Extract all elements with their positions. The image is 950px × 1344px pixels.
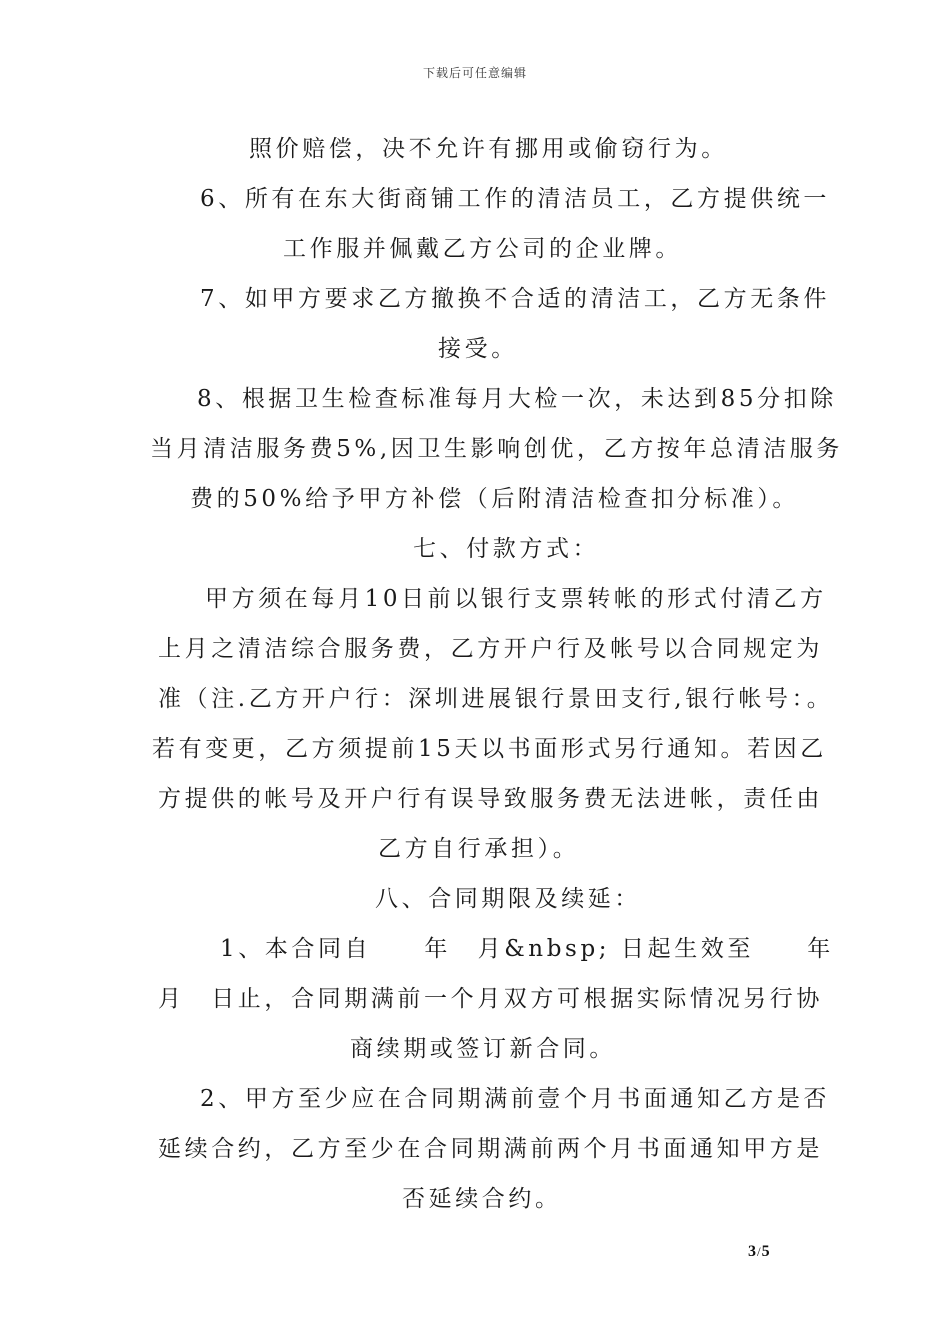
body-line-3: 工作服并佩戴乙方公司的企业牌。 — [283, 236, 682, 262]
body-line-15: 乙方自行承担）。 — [378, 836, 580, 862]
body-line-1: 照价赔偿，决不允许有挪用或偷窃行为。 — [249, 136, 728, 162]
body-line-22: 否延续合约。 — [402, 1186, 562, 1212]
body-line-12: 准（注.乙方开户行：深圳进展银行景田支行,银行帐号：。 — [158, 686, 834, 712]
body-line-18: 月 日止，合同期满前一个月双方可根据实际情况另行协 — [158, 986, 823, 1012]
body-line-20: 2、甲方至少应在合同期满前壹个月书面通知乙方是否 — [200, 1086, 831, 1112]
body-line-17: 1、本合同自 年 月&nbsp; 日起生效至 年 — [220, 936, 834, 962]
page-header: 下载后可任意编辑 — [422, 66, 527, 80]
body-line-4: 7、如甲方要求乙方撤换不合适的清洁工，乙方无条件 — [200, 286, 831, 312]
page-number — [748, 1243, 770, 1261]
page-number-separator: / — [757, 1244, 761, 1259]
body-line-7: 当月清洁服务费5%,因卫生影响创优，乙方按年总清洁服务 — [150, 436, 843, 462]
body-line-8: 费的50%给予甲方补偿（后附清洁检查扣分标准）。 — [190, 486, 800, 512]
body-line-21: 延续合约，乙方至少在合同期满前两个月书面通知甲方是 — [158, 1136, 823, 1162]
body-line-11: 上月之清洁综合服务费，乙方开户行及帐号以合同规定为 — [158, 636, 823, 662]
section-heading-term: 八、合同期限及续延： — [375, 886, 641, 912]
section-heading-payment: 七、付款方式： — [413, 536, 600, 562]
body-line-2: 6、所有在东大街商铺工作的清洁员工，乙方提供统一 — [200, 186, 831, 212]
body-line-19: 商续期或签订新合同。 — [350, 1036, 616, 1062]
body-line-5: 接受。 — [438, 336, 518, 362]
body-line-14: 方提供的帐号及开户行有误导致服务费无法进帐，责任由 — [158, 786, 823, 812]
total-page-count: 5 — [761, 1243, 770, 1260]
body-line-13: 若有变更，乙方须提前15天以书面形式另行通知。若因乙 — [152, 736, 827, 762]
body-line-10: 甲方须在每月10日前以银行支票转帐的形式付清乙方 — [205, 586, 827, 612]
body-line-6: 8、根据卫生检查标准每月大检一次，未达到85分扣除 — [197, 386, 837, 412]
current-page-number: 3 — [748, 1243, 756, 1260]
